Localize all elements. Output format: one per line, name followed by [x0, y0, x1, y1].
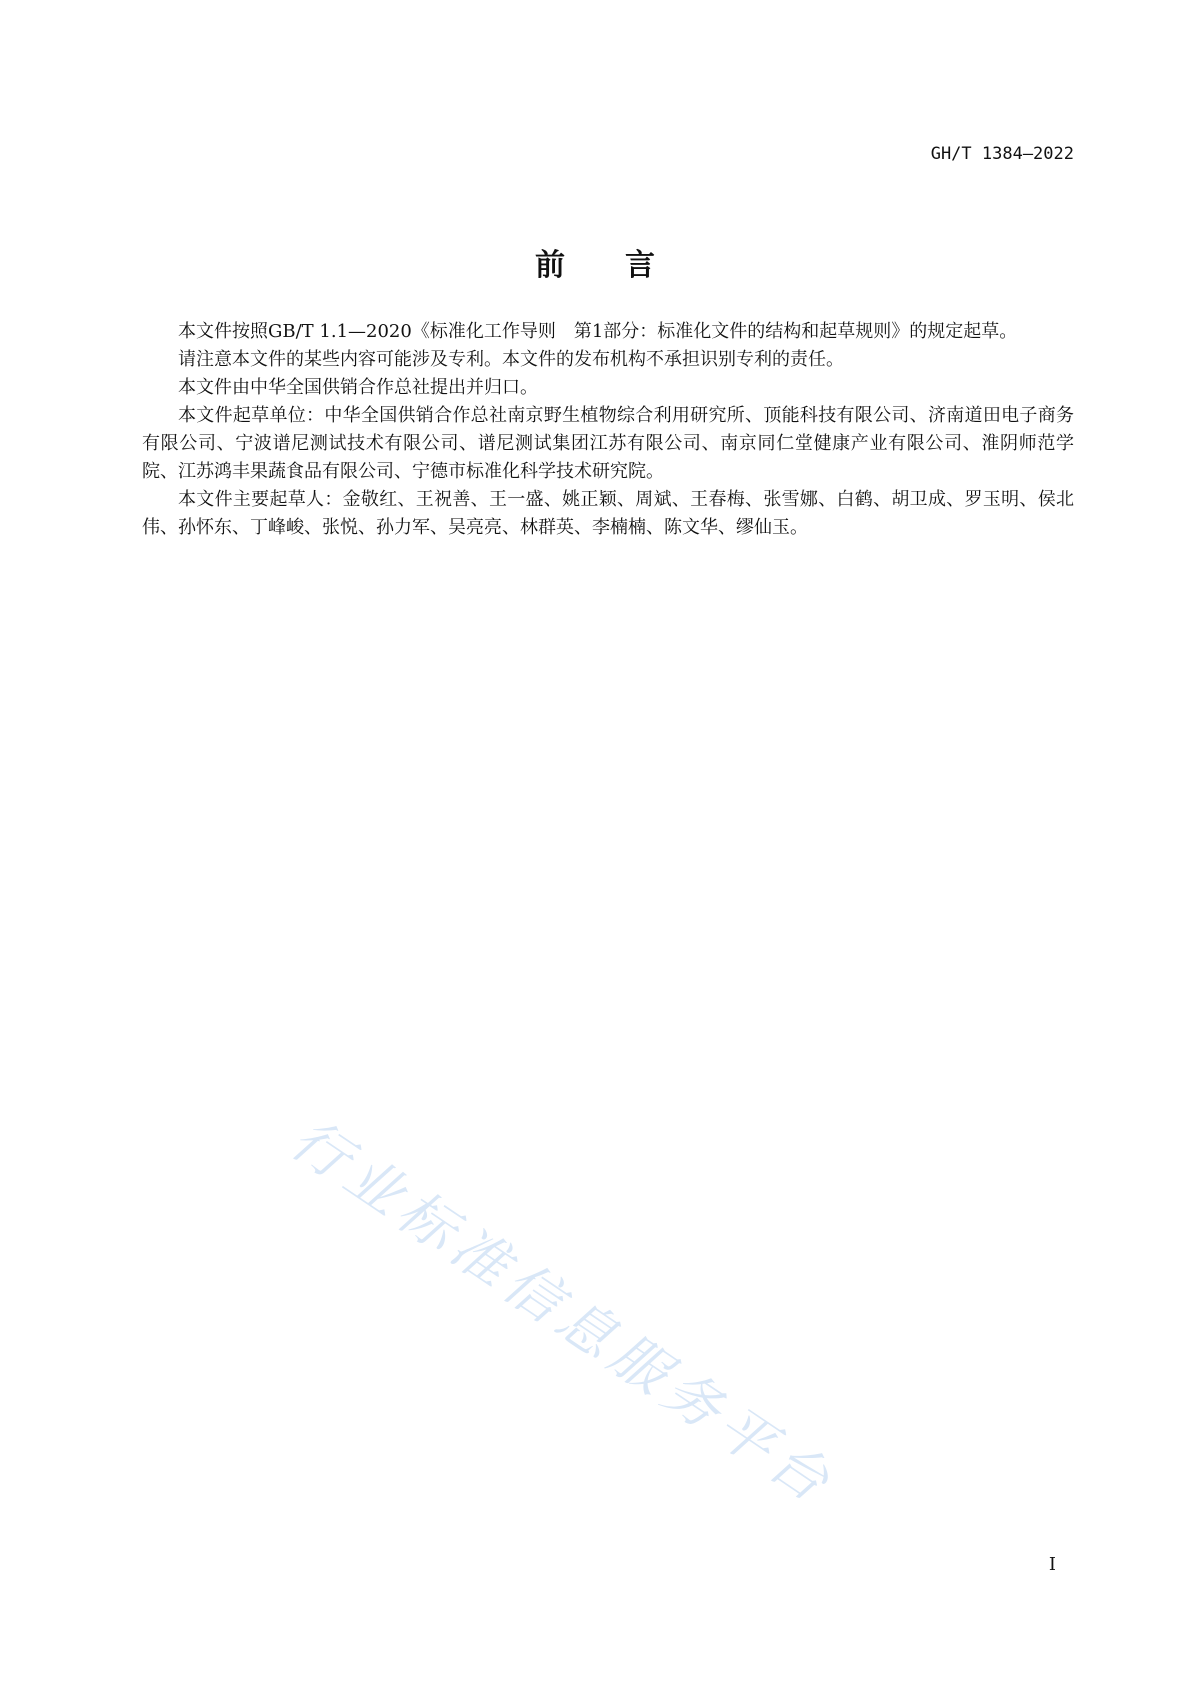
paragraph-proposer: 本文件由中华全国供销合作总社提出并归口。: [178, 377, 538, 398]
page-number: I: [1048, 1554, 1056, 1575]
paragraph-drafting-units: 本文件起草单位：中华全国供销合作总社南京野生植物综合利用研究所、顶能科技有限公司、济南道田电子商务有限公司、宁波谱尼测试技术有限公司、谱尼测试集团江苏有限公司、南京同仁堂健康产业有限公司、淮阴师范学院、江苏鸿丰果蔬食品有限公司、宁德市标准化科学技术研究院。: [142, 405, 1074, 482]
title-char-2: 言: [625, 248, 655, 283]
document-code: GH/T 1384—2022: [930, 144, 1074, 164]
paragraph-drafting-basis: 本文件按照GB/T 1.1—2020《标准化工作导则 第1部分：标准化文件的结构和起草规则》的规定起草。: [178, 321, 1018, 342]
paragraph-patent-notice: 请注意本文件的某些内容可能涉及专利。本文件的发布机构不承担识别专利的责任。: [178, 349, 844, 370]
watermark: 行业标准信息服务平台: [279, 1106, 847, 1519]
paragraph-drafters: 本文件主要起草人：金敬红、王祝善、王一盛、姚正颖、周斌、王春梅、张雪娜、白鹤、胡卫成、罗玉明、侯北伟、孙怀东、丁峰峻、张悦、孙力军、吴亮亮、林群英、李楠楠、陈文华、缪仙玉。: [142, 489, 1074, 538]
foreword-body: [142, 318, 1074, 542]
page-title: [0, 240, 1190, 284]
title-char-1: 前: [535, 248, 565, 283]
